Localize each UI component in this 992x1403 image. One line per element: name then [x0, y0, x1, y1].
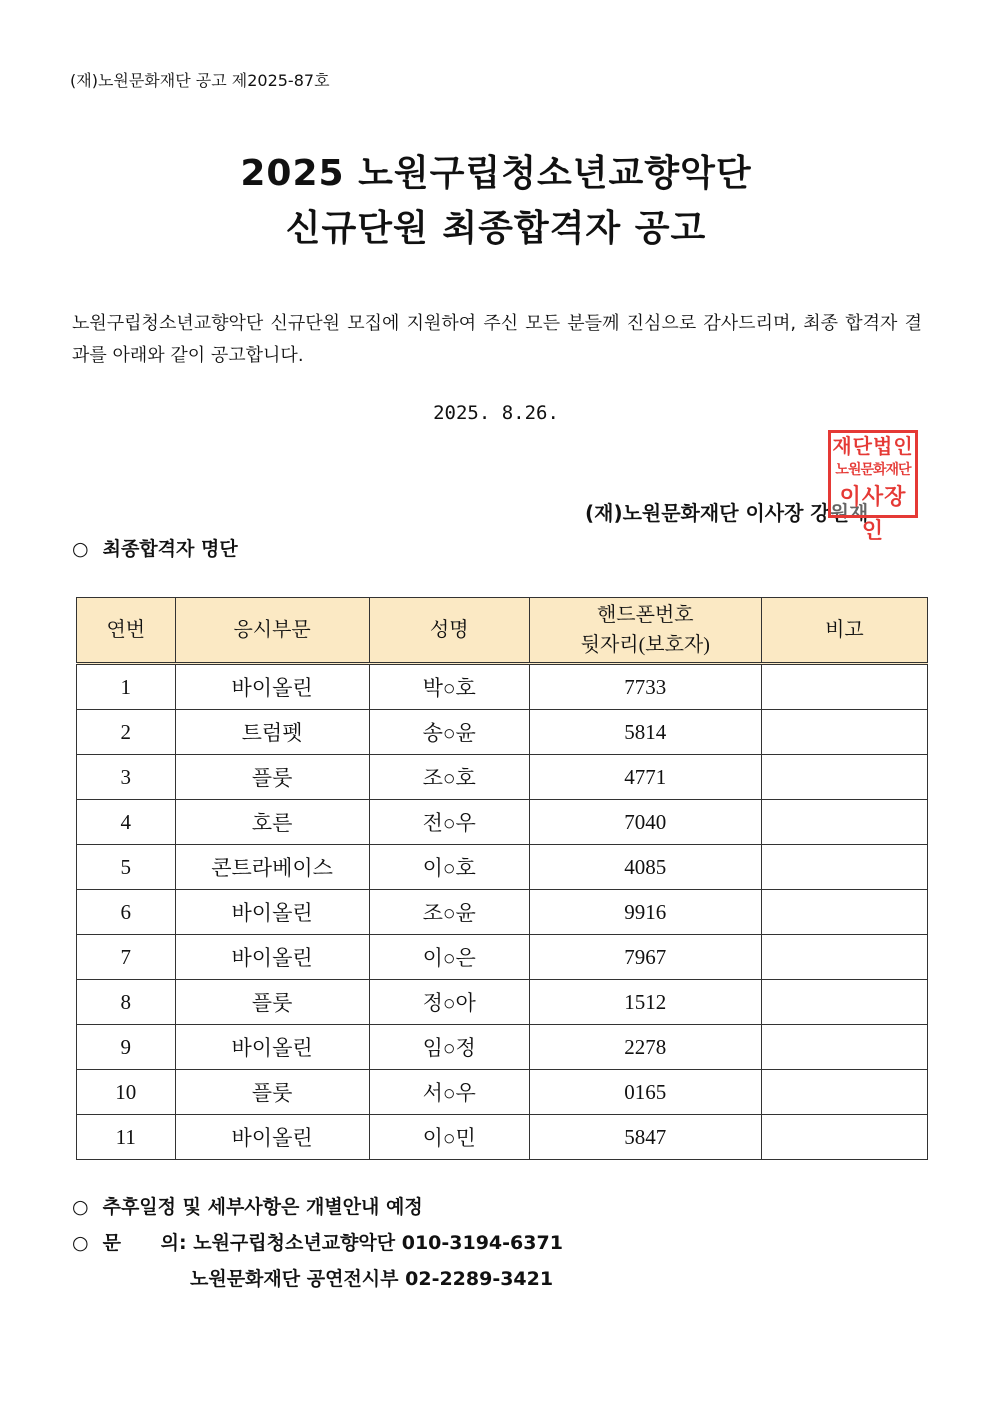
row-name: 이○은	[369, 935, 529, 980]
row-phone: 1512	[529, 980, 761, 1025]
schedule-note	[72, 1192, 423, 1219]
row-name: 박○호	[369, 664, 529, 710]
seal-line3: 이사장인	[839, 485, 907, 544]
row-no: 10	[77, 1070, 176, 1115]
seal-line2: 노원문화재단	[835, 462, 911, 478]
row-remarks	[761, 1070, 927, 1115]
row-no: 9	[77, 1025, 176, 1070]
row-no: 7	[77, 935, 176, 980]
row-phone: 7967	[529, 935, 761, 980]
row-category: 바이올린	[175, 890, 369, 935]
row-no: 4	[77, 800, 176, 845]
section-heading-list	[72, 534, 238, 561]
row-remarks	[761, 980, 927, 1025]
row-phone: 4771	[529, 755, 761, 800]
bullet-circle-icon: ○	[72, 1232, 89, 1254]
row-name: 서○우	[369, 1070, 529, 1115]
row-no: 8	[77, 980, 176, 1025]
announcement-date: 2025. 8.26.	[433, 402, 559, 424]
row-no: 6	[77, 890, 176, 935]
header-no: 연번	[77, 598, 176, 664]
schedule-text: 추후일정 및 세부사항은 개별안내 예정	[102, 1196, 423, 1218]
row-name: 전○우	[369, 800, 529, 845]
table-row	[77, 800, 928, 845]
row-no: 5	[77, 845, 176, 890]
row-name: 정○아	[369, 980, 529, 1025]
row-category: 콘트라베이스	[175, 845, 369, 890]
row-phone: 4085	[529, 845, 761, 890]
row-category: 트럼펫	[175, 710, 369, 755]
row-remarks	[761, 935, 927, 980]
table-row	[77, 1070, 928, 1115]
notice-number: (재)노원문화재단 공고 제2025-87호	[70, 71, 330, 90]
row-no: 11	[77, 1115, 176, 1160]
row-remarks	[761, 845, 927, 890]
contact-label: 문 의:	[102, 1232, 187, 1254]
row-category: 바이올린	[175, 664, 369, 710]
header-category: 응시부문	[175, 598, 369, 664]
header-name: 성명	[369, 598, 529, 664]
row-remarks	[761, 710, 927, 755]
contact-orchestra: 노원구립청소년교향악단 010-3194-6371	[193, 1232, 563, 1254]
row-name: 조○윤	[369, 890, 529, 935]
table-row	[77, 845, 928, 890]
row-phone: 7040	[529, 800, 761, 845]
contact-line1	[72, 1228, 563, 1255]
row-category: 플룻	[175, 1070, 369, 1115]
seal-line1: 재단법인	[832, 434, 914, 458]
table-row	[77, 980, 928, 1025]
row-category: 바이올린	[175, 1025, 369, 1070]
document-title-line2: 신규단원 최종합격자 공고	[285, 208, 707, 249]
row-category: 바이올린	[175, 1115, 369, 1160]
bullet-circle-icon: ○	[72, 1196, 89, 1218]
row-name: 임○정	[369, 1025, 529, 1070]
row-phone: 0165	[529, 1070, 761, 1115]
row-no: 1	[77, 664, 176, 710]
row-phone: 7733	[529, 664, 761, 710]
row-category: 바이올린	[175, 935, 369, 980]
section-title: 최종합격자 명단	[102, 538, 238, 560]
header-phone: 핸드폰번호 뒷자리(보호자)	[529, 598, 761, 664]
header-remarks: 비고	[761, 598, 927, 664]
table-row	[77, 935, 928, 980]
row-name: 조○호	[369, 755, 529, 800]
row-category: 플룻	[175, 980, 369, 1025]
bullet-circle-icon: ○	[72, 538, 89, 560]
table-header-row	[77, 598, 928, 664]
row-no: 2	[77, 710, 176, 755]
table-row	[77, 1025, 928, 1070]
row-phone: 5814	[529, 710, 761, 755]
finalists-table	[76, 597, 928, 1160]
row-remarks	[761, 1025, 927, 1070]
table-row	[77, 755, 928, 800]
row-name: 이○호	[369, 845, 529, 890]
table-row	[77, 1115, 928, 1160]
table-row	[77, 710, 928, 755]
official-seal	[828, 430, 918, 544]
row-no: 3	[77, 755, 176, 800]
row-category: 플룻	[175, 755, 369, 800]
table-row	[77, 664, 928, 710]
row-remarks	[761, 800, 927, 845]
row-remarks	[761, 1115, 927, 1160]
row-remarks	[761, 755, 927, 800]
intro-paragraph: 노원구립청소년교향악단 신규단원 모집에 지원하여 주신 모든 분들께 진심으로 감사드리며, 최종 합격자 결과를 아래와 같이 공고합니다.	[72, 313, 922, 366]
row-remarks	[761, 664, 927, 710]
row-name: 이○민	[369, 1115, 529, 1160]
row-phone: 5847	[529, 1115, 761, 1160]
document-title-line1: 2025 노원구립청소년교향악단	[240, 153, 752, 194]
row-remarks	[761, 890, 927, 935]
row-category: 호른	[175, 800, 369, 845]
issuer-signature: (재)노원문화재단 이사장 강원재	[585, 501, 869, 525]
row-phone: 9916	[529, 890, 761, 935]
row-phone: 2278	[529, 1025, 761, 1070]
contact-foundation: 노원문화재단 공연전시부 02-2289-3421	[190, 1268, 554, 1290]
table-row	[77, 890, 928, 935]
row-name: 송○윤	[369, 710, 529, 755]
